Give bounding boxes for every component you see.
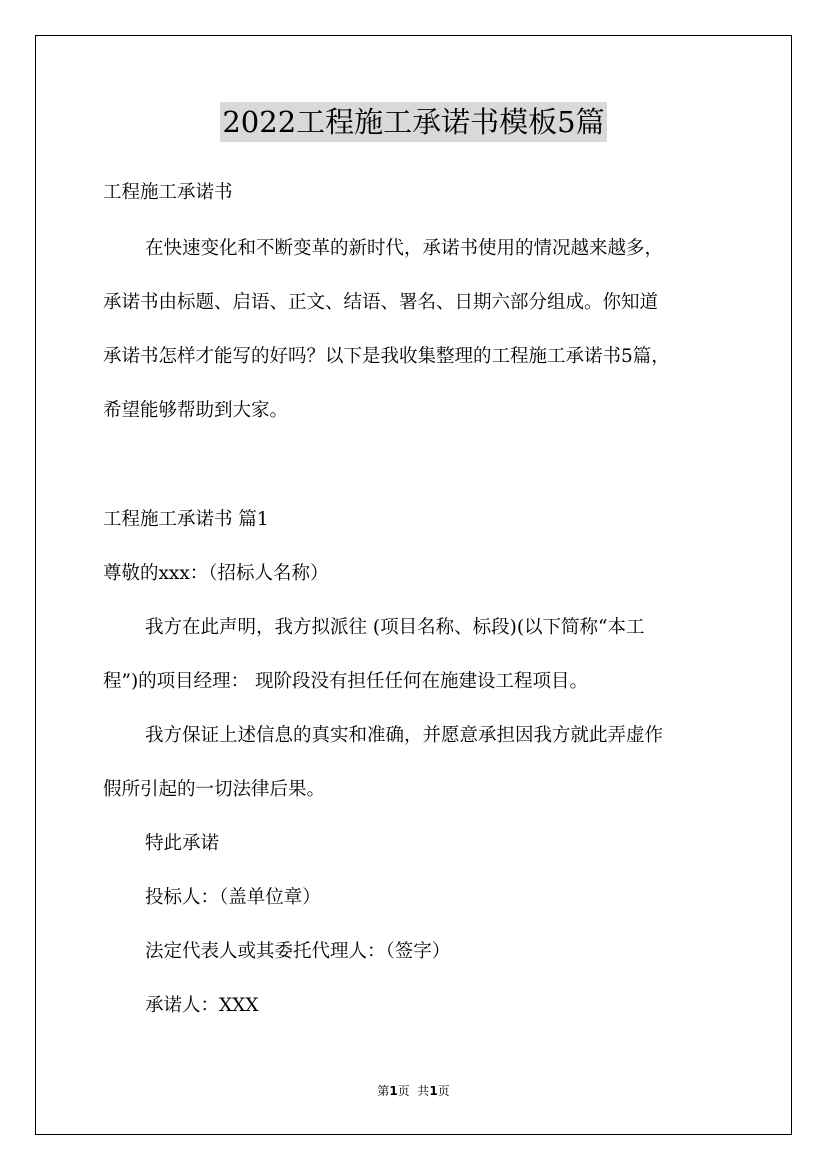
title-container <box>0 102 827 142</box>
paragraph-line: 假所引起的一切法律后果。 <box>103 779 326 800</box>
paragraph-line: 在快速变化和不断变革的新时代，承诺书使用的情况越来越多， <box>145 238 664 259</box>
salutation: 尊敬的xxx：（招标人名称） <box>103 563 329 584</box>
closing-statement: 特此承诺 <box>145 833 220 854</box>
paragraph-line: 承诺书由标题、启语、正文、结语、署名、日期六部分组成。你知道 <box>103 292 659 313</box>
section-heading: 工程施工承诺书 <box>103 182 233 203</box>
page-number: 1 <box>389 1084 398 1098</box>
paragraph-line: 我方保证上述信息的真实和准确，并愿意承担因我方就此弄虚作 <box>145 725 664 746</box>
paragraph-line: 希望能够帮助到大家。 <box>103 400 289 421</box>
paragraph-line: 我方在此声明，我方拟派往 (项目名称、标段)(以下简称“本工 <box>145 617 645 638</box>
signature-line-promisor: 承诺人：XXX <box>145 995 259 1016</box>
paragraph-line: 承诺书怎样才能写的好吗？以下是我收集整理的工程施工承诺书5篇， <box>103 346 670 367</box>
section-heading: 工程施工承诺书 篇1 <box>103 509 269 530</box>
document-title: 2022工程施工承诺书模板5篇 <box>220 102 606 142</box>
total-pages: 1 <box>429 1084 438 1098</box>
paragraph-line: 程”)的项目经理： 现阶段没有担任任何在施建设工程项目。 <box>103 671 589 692</box>
signature-line-representative: 法定代表人或其委托代理人：（签字） <box>145 941 451 962</box>
page-footer: 第1页 共1页 <box>377 1084 450 1098</box>
signature-line-bidder: 投标人：（盖单位章） <box>145 887 321 908</box>
